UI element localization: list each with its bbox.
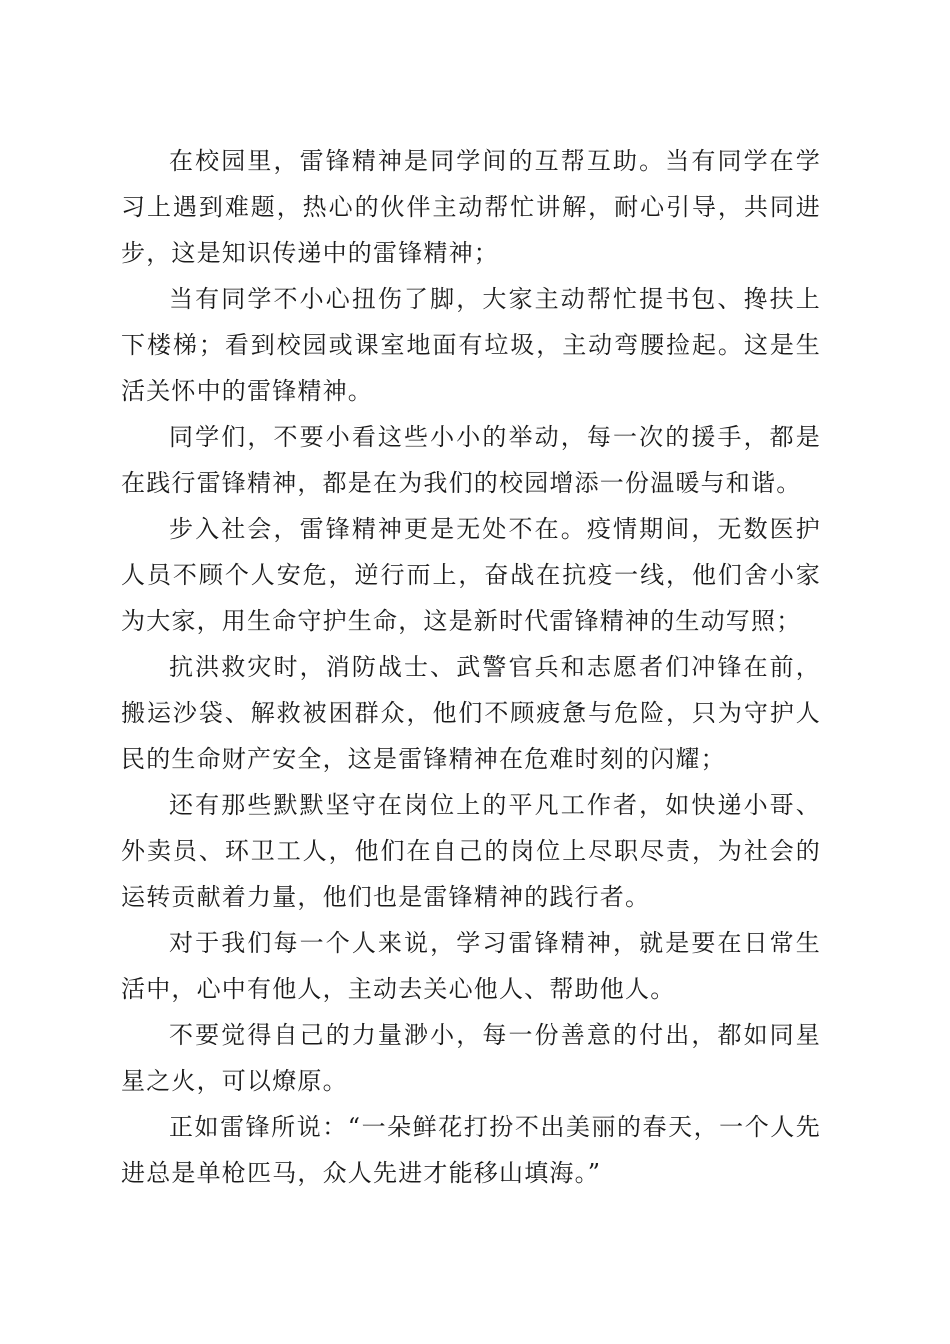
paragraph-society-pandemic: 步入社会，雷锋精神更是无处不在。疫情期间，无数医护人员不顾个人安危，逆行而上，奋战在抗疫一线，他们舍小家为大家，用生命守护生命，这是新时代雷锋精神的生动写照； <box>121 515 821 635</box>
paragraph-life-care: 当有同学不小心扭伤了脚，大家主动帮忙提书包、搀扶上下楼梯；看到校园或课室地面有垃圾，主动弯腰捡起。这是生活关怀中的雷锋精神。 <box>121 285 821 405</box>
paragraph-small-acts: 同学们，不要小看这些小小的举动，每一次的援手，都是在践行雷锋精神，都是在为我们的校园增添一份温暖与和谐。 <box>121 423 821 497</box>
paragraph-lei-feng-quote: 正如雷锋所说：“一朵鲜花打扮不出美丽的春天，一个人先进总是单枪匹马，众人先进才能移山填海。” <box>121 1113 821 1187</box>
paragraph-personal-practice: 对于我们每一个人来说，学习雷锋精神，就是要在日常生活中，心中有他人，主动去关心他人、帮助他人。 <box>121 929 821 1003</box>
paragraph-campus-mutual-help: 在校园里，雷锋精神是同学间的互帮互助。当有同学在学习上遇到难题，热心的伙伴主动帮忙讲解，耐心引导，共同进步，这是知识传递中的雷锋精神； <box>121 147 821 267</box>
document-body <box>121 138 821 1196</box>
paragraph-ordinary-workers: 还有那些默默坚守在岗位上的平凡工作者，如快递小哥、外卖员、环卫工人，他们在自己的岗位上尽职尽责，为社会的运转贡献着力量，他们也是雷锋精神的践行者。 <box>121 791 821 911</box>
paragraph-flood-relief: 抗洪救灾时，消防战士、武警官兵和志愿者们冲锋在前，搬运沙袋、解救被困群众，他们不顾疲惫与危险，只为守护人民的生命财产安全，这是雷锋精神在危难时刻的闪耀； <box>121 653 821 773</box>
paragraph-spark-of-kindness: 不要觉得自己的力量渺小，每一份善意的付出，都如同星星之火，可以燎原。 <box>121 1021 821 1095</box>
